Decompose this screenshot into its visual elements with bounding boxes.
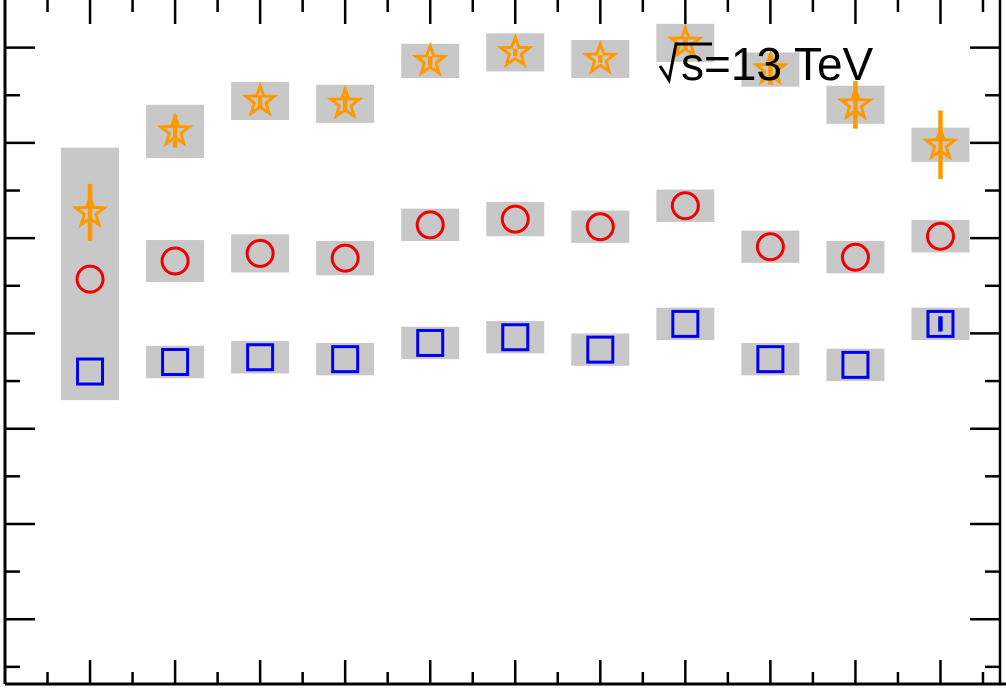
sys-box-circles [146,240,204,282]
sys-box-circles [571,211,629,243]
sys-box-squares [61,343,119,400]
sys-box-circles [741,231,799,263]
sys-box-circles [911,220,969,252]
energy-annotation [660,38,874,90]
sys-box-circles [656,190,714,222]
sys-box-circles [401,209,459,241]
sys-box-circles [826,241,884,273]
energy-label: s=13 TeV [681,38,874,90]
